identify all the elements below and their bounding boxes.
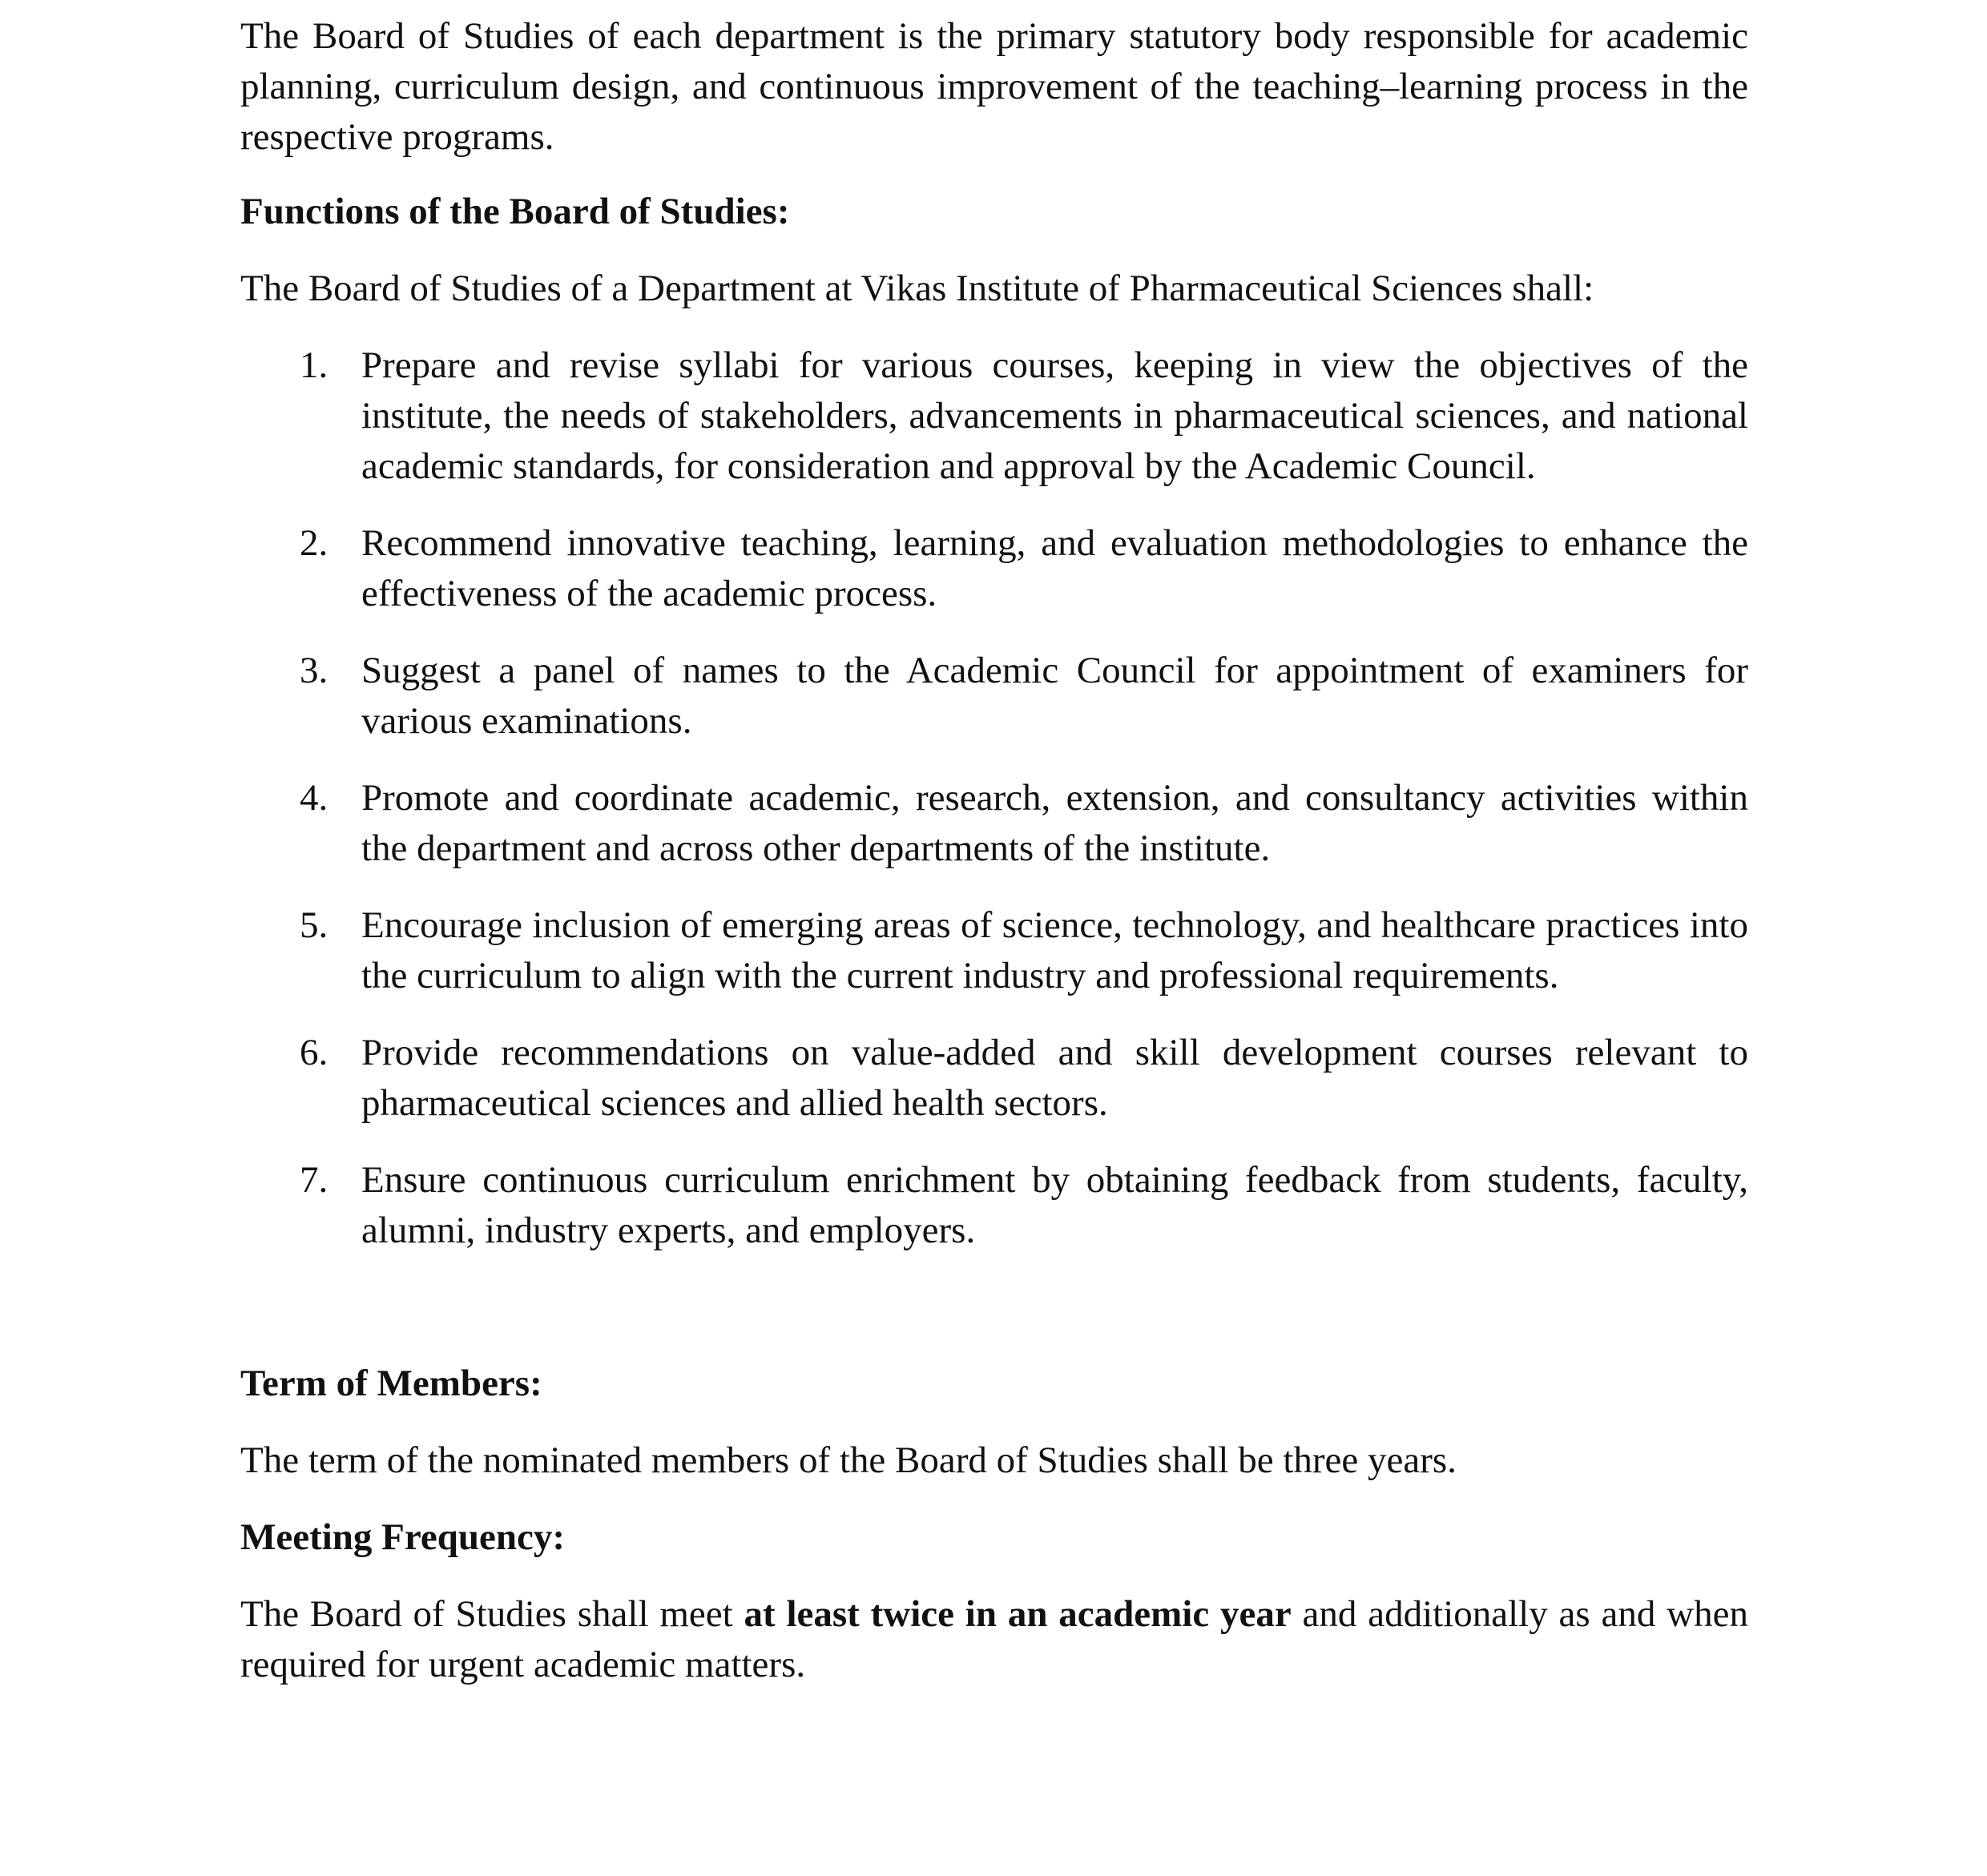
- list-item: [240, 340, 1748, 492]
- list-item-text: Recommend innovative teaching, learning, and evaluation methodologies to enhance the effectiveness of the academic process.: [361, 522, 1748, 614]
- list-number: 5.: [300, 904, 328, 946]
- meeting-emphasis: at least twice in an academic year: [744, 1593, 1292, 1635]
- meeting-text-end: and additionally as and when required for urgent academic matters.: [240, 1593, 1748, 1685]
- list-item-text: Prepare and revise syllabi for various courses, keeping in view the objectives of the institute, the needs of stakeholders, advancements in pharmaceutical sciences, and national academic standards, for consideration and approval by the Academic Council.: [361, 344, 1748, 487]
- list-item-text: Encourage inclusion of emerging areas of science, technology, and healthcare practices into the curriculum to align with the current industry and professional requirements.: [361, 904, 1748, 996]
- list-item: [240, 773, 1748, 874]
- list-item-text: Suggest a panel of names to the Academic Council for appointment of examiners for various examinations.: [361, 650, 1748, 742]
- list-item: [240, 518, 1748, 619]
- list-item-text: Ensure continuous curriculum enrichment by obtaining feedback from students, faculty, alumni, industry experts, and employers.: [361, 1159, 1748, 1251]
- list-item: [240, 1155, 1748, 1256]
- term-heading: Term of Members:: [240, 1363, 542, 1404]
- list-item-text: Provide recommendations on value-added and skill development courses relevant to pharmaceutical sciences and allied health sectors.: [361, 1032, 1748, 1124]
- list-number: 6.: [300, 1032, 328, 1073]
- functions-list: [240, 340, 1748, 1282]
- functions-heading: Functions of the Board of Studies:: [240, 191, 790, 232]
- meeting-heading: Meeting Frequency:: [240, 1516, 566, 1558]
- list-number: 1.: [300, 344, 328, 386]
- list-item: [240, 900, 1748, 1001]
- meeting-paragraph: [240, 1589, 1748, 1690]
- list-item: [240, 646, 1748, 747]
- list-number: 3.: [300, 650, 328, 691]
- list-item-text: Promote and coordinate academic, research, extension, and consultancy activities within the department and across other departments of the institute.: [361, 777, 1748, 869]
- list-number: 4.: [300, 777, 328, 819]
- intro-paragraph: The Board of Studies of each department is the primary statutory body responsible for academic planning, curriculum design, and continuous improvement of the teaching–learning process in the respective programs.: [240, 15, 1748, 158]
- meeting-text-start: The Board of Studies shall meet: [240, 1593, 744, 1635]
- list-number: 2.: [300, 522, 328, 564]
- functions-lead-paragraph: The Board of Studies of a Department at Vikas Institute of Pharmaceutical Sciences shall:: [240, 268, 1594, 309]
- list-number: 7.: [300, 1159, 328, 1201]
- list-item: [240, 1028, 1748, 1129]
- term-paragraph: The term of the nominated members of the Board of Studies shall be three years.: [240, 1439, 1457, 1481]
